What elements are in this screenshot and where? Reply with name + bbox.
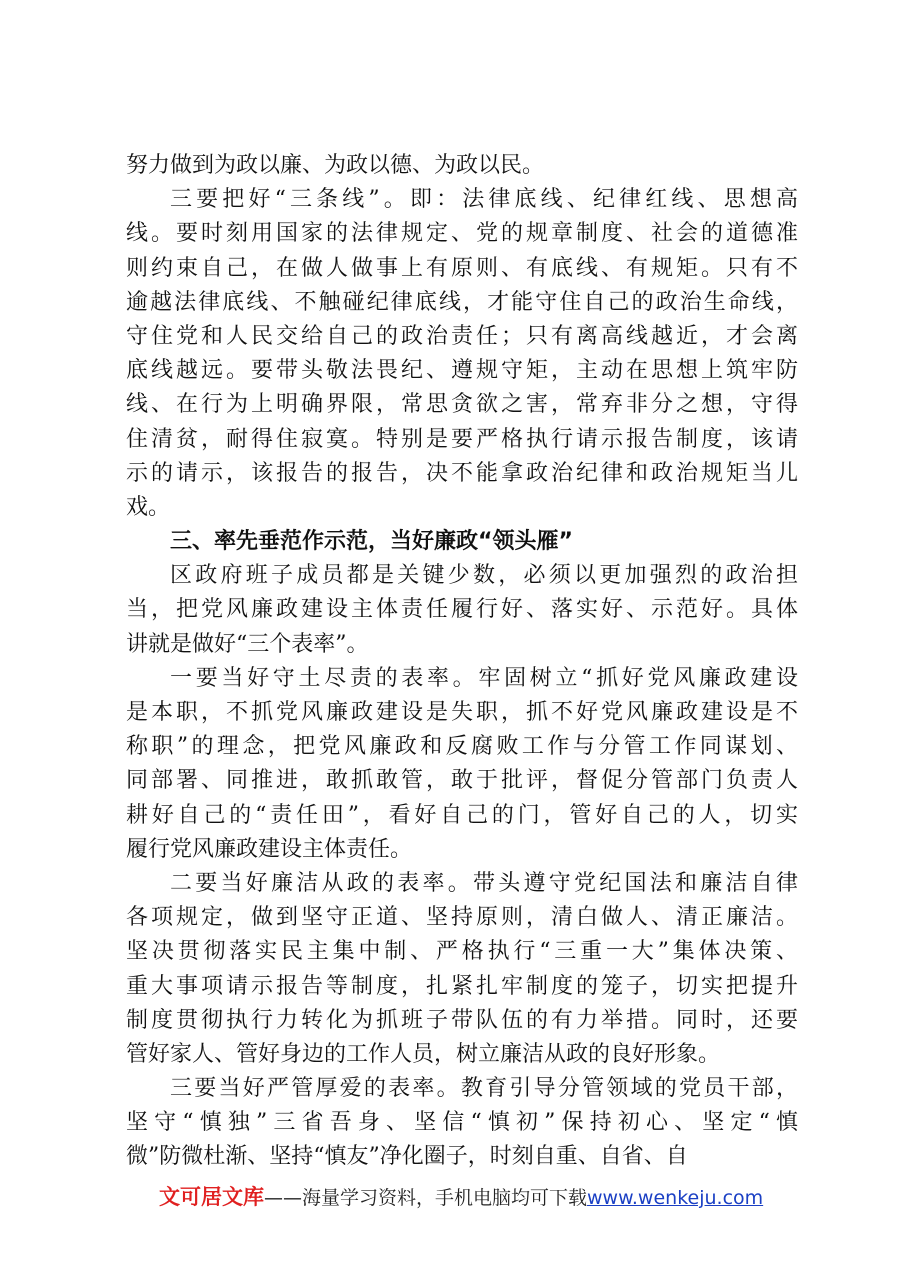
paragraph — [126, 662, 798, 867]
section-heading — [126, 525, 798, 559]
paragraph — [126, 559, 798, 662]
text-line: 坚决贯彻落实民主集中制、严格执行“三重一大”集体决策、 — [126, 939, 798, 965]
footer-banner — [159, 1183, 779, 1212]
text-line: 坚守“慎独”三省吾身、坚信“慎初”保持初心、坚定“慎 — [126, 1110, 798, 1136]
text-line: 示的请示，该报告的报告，决不能拿政治纪律和政治规矩当儿 — [126, 460, 798, 486]
footer-brand: 文可居文库 — [159, 1185, 264, 1209]
text-line: 三、率先垂范作示范，当好廉政“领头雁” — [170, 529, 573, 555]
text-line: 三要当好严管厚爱的表率。教育引导分管领域的党员干部， — [170, 1076, 798, 1102]
text-line: 底线越远。要带头敬法畏纪、遵规守矩，主动在思想上筑牢防 — [126, 358, 798, 384]
text-line: 则约束自己，在做人做事上有原则、有底线、有规矩。只有不 — [126, 255, 798, 281]
paragraph — [126, 183, 798, 525]
text-line: 戏。 — [126, 494, 171, 520]
text-line: 线。要时刻用国家的法律规定、党的规章制度、社会的道德准 — [126, 221, 798, 247]
text-line: 当，把党风廉政建设主体责任履行好、落实好、示范好。具体 — [126, 597, 798, 623]
text-line: 微”防微杜渐、坚持“慎友”净化圈子，时刻自重、自省、自 — [126, 1144, 688, 1170]
text-line: 住清贫，耐得住寂寞。特别是要严格执行请示报告制度，该请 — [126, 426, 798, 452]
footer-link[interactable]: www.wenkeju.com — [587, 1187, 764, 1209]
paragraph — [126, 149, 798, 183]
document-body — [126, 149, 798, 1175]
text-line: 逾越法律底线、不触碰纪律底线，才能守住自己的政治生命线， — [126, 289, 798, 315]
text-line: 制度贯彻执行力转化为抓班子带队伍的有力举措。同时，还要 — [126, 1007, 798, 1033]
paragraph — [126, 1072, 798, 1175]
text-line: 努力做到为政以廉、为政以德、为政以民。 — [126, 153, 545, 178]
text-line: 守住党和人民交给自己的政治责任；只有离高线越近，才会离 — [126, 323, 798, 349]
text-line: 线、在行为上明确界限，常思贪欲之害，常弃非分之想，守得 — [126, 392, 798, 418]
text-line: 重大事项请示报告等制度，扎紧扎牢制度的笼子，切实把提升 — [126, 973, 798, 999]
text-line: 二要当好廉洁从政的表率。带头遵守党纪国法和廉洁自律 — [170, 870, 798, 896]
text-line: 三要把好“三条线”。即：法律底线、纪律红线、思想高 — [170, 187, 798, 213]
text-line: 称职”的理念，把党风廉政和反腐败工作与分管工作同谋划、 — [126, 734, 798, 760]
text-line: 讲就是做好“三个表率”。 — [126, 631, 369, 657]
footer-slogan: ——海量学习资料，手机电脑均可下载 — [264, 1187, 588, 1209]
text-line: 同部署、同推进，敢抓敢管，敢于批评，督促分管部门负责人 — [126, 768, 798, 794]
text-line: 耕好自己的“责任田”，看好自己的门，管好自己的人，切实 — [126, 802, 798, 828]
text-line: 各项规定，做到坚守正道、坚持原则，清白做人、清正廉洁。 — [126, 905, 798, 931]
text-line: 是本职，不抓党风廉政建设是失职，抓不好党风廉政建设是不 — [126, 700, 798, 725]
text-line: 区政府班子成员都是关键少数，必须以更加强烈的政治担 — [170, 563, 798, 589]
paragraph — [126, 867, 798, 1072]
text-line: 一要当好守土尽责的表率。牢固树立“抓好党风廉政建设 — [170, 665, 798, 691]
text-line: 履行党风廉政建设主体责任。 — [126, 836, 413, 862]
text-line: 管好家人、管好身边的工作人员，树立廉洁从政的良好形象。 — [126, 1041, 721, 1067]
